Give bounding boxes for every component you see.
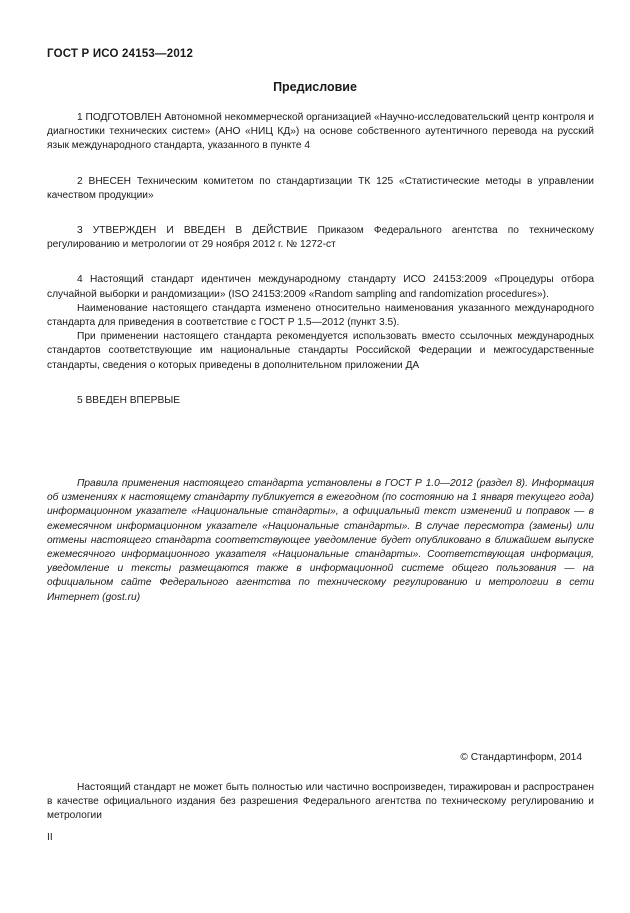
page-number: II xyxy=(47,832,53,843)
preface-content xyxy=(47,111,594,605)
item-prepared: 1 ПОДГОТОВЛЕН Автономной некоммерческой организацией «Научно-исследовательский центр контроля и диагностики технических систем» (АНО «НИЦ КД») на основе собственного аутентичного перевода на русский язык международного стандарта, указанного в пункте 4 xyxy=(47,112,594,152)
item-identical: 4 Настоящий стандарт идентичен международному стандарту ИСО 24153:2009 «Процедуры отбора случайной выборки и рандомизации» (ISO 24153:2009 «Random sampling and randomization procedures»). xyxy=(47,274,594,300)
item-approved: 3 УТВЕРЖДЕН И ВВЕДЕН В ДЕЙСТВИЕ Приказом Федерального агентства по техническому регулированию и метрологии от 29 ноября 2012 г. № 1272-ст xyxy=(47,225,594,251)
copyright-notice: © Стандартинформ, 2014 xyxy=(460,752,582,763)
reproduction-notice xyxy=(47,781,594,824)
page-title: Предисловие xyxy=(273,80,357,94)
item-name-changed: Наименование настоящего стандарта изменено относительно наименования указанного международного стандарта для приведения в соответствие с ГОСТ Р 1.5—2012 (пункт 3.5). xyxy=(47,302,594,329)
item-first-introduced: 5 ВВЕДЕН ВПЕРВЫЕ xyxy=(77,394,181,406)
item-introduced: 2 ВНЕСЕН Техническим комитетом по стандартизации ТК 125 «Статистические методы в управлении качеством продукции» xyxy=(47,175,594,201)
standard-code-header: ГОСТ Р ИСО 24153—2012 xyxy=(47,48,194,60)
application-rules-note: Правила применения настоящего стандарта установлены в ГОСТ Р 1.0—2012 (раздел 8). Информация об изменениях к настоящему стандарту публикуется в ежегодном (по состоянию на 1 января текущего года) информационном указателе «Национальные стандарты», а официальный текст изменений и поправок — в ежемесячном информационном указателе «Национальные стандарты». В случае пересмотра (замены) или отмены настоящего стандарта соответствующее уведомление будет опубликовано в ближайшем выпуске ежемесячного информационного указателя «Национальные стандарты». Соответствующая информация, уведомление и тексты размещаются также в информационной системе общего пользования — на официальном сайте Федерального агентства по техническому регулированию и метрологии в сети Интернет (gost.ru) xyxy=(47,478,594,603)
reproduction-notice-text: Настоящий стандарт не может быть полностью или частично воспроизведен, тиражирован и распространен в качестве официального издания без разрешения Федерального агентства по техническому регулированию и метрологии xyxy=(47,782,594,822)
item-references: При применении настоящего стандарта рекомендуется использовать вместо ссылочных международных стандартов соответствующие им национальные стандарты Российской Федерации и межгосударственные стандарты, сведения о которых приведены в дополнительном приложении ДА xyxy=(47,331,594,371)
